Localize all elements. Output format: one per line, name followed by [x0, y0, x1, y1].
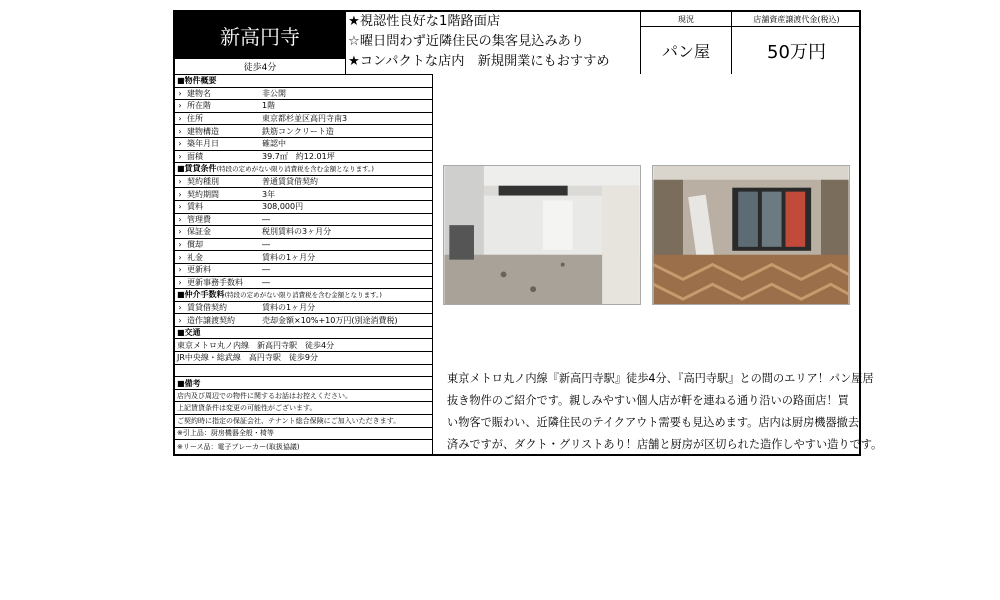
- chevron-right-icon: ›: [178, 252, 182, 262]
- row-label: 住所: [187, 114, 203, 124]
- price-value: 50万円: [767, 41, 826, 63]
- row-value: 1階: [262, 101, 276, 111]
- description-line: 済みですが、ダクト・グリストあり！店舗と厨房が区切られた造作しやすい造りです。: [447, 438, 883, 451]
- remark-line: 店内及び周辺での物件に関するお話はお控えください。: [175, 390, 432, 403]
- blank-row: [175, 365, 432, 378]
- row-label: 所在階: [187, 101, 211, 111]
- station-name: 新高円寺: [175, 12, 345, 58]
- row-label: 更新料: [187, 265, 211, 275]
- price-box: [732, 12, 861, 74]
- remark-line: ご契約時に指定の保証会社、テナント総合保険にご加入いただきます。: [175, 415, 432, 428]
- row-label: 面積: [187, 151, 203, 161]
- overview-row: [175, 113, 432, 126]
- row-label: 契約期間: [187, 189, 219, 199]
- transport-line: JR中央線・総武線 高円寺駅 徒歩9分: [175, 352, 432, 365]
- remark-line: ※引上品：厨房機器全般・椅等: [175, 428, 432, 441]
- chevron-right-icon: ›: [178, 265, 182, 275]
- row-value: 39.7㎡ 約12.01坪: [262, 151, 335, 161]
- row-value: 非公開: [262, 88, 286, 98]
- overview-row: [175, 151, 432, 164]
- chevron-right-icon: ›: [178, 139, 182, 149]
- row-label: 賃料: [187, 202, 203, 212]
- row-value: 鉄筋コンクリート造: [262, 126, 334, 136]
- chevron-right-icon: ›: [178, 227, 182, 237]
- listing-sheet: [173, 10, 883, 456]
- highlight-3: ★コンパクトな店内 新規開業にもおすすめ: [348, 54, 610, 69]
- section-broker: ■仲介手数料 (特段の定めがない限り消費税を含む金額となります。): [175, 289, 432, 302]
- walk-time: 徒歩4分: [175, 58, 345, 74]
- chevron-right-icon: ›: [178, 202, 182, 212]
- overview-row: [175, 125, 432, 138]
- row-value: 308,000円: [262, 202, 304, 212]
- description-line: 抜き物件のご紹介です。親しみやすい個人店が軒を連ねる通り沿いの路面店！買: [447, 394, 849, 407]
- row-label: 建物構造: [187, 126, 219, 136]
- row-label: 建物名: [187, 88, 211, 98]
- current-status: [641, 12, 732, 74]
- remark-line: 上記賃貸条件は変更の可能性がございます。: [175, 402, 432, 415]
- highlight-2: ☆曜日問わず近隣住民の集客見込みあり: [348, 34, 585, 49]
- section-lease: ■賃貸条件 (特段の定めがない限り消費税を含む金額となります。): [175, 163, 432, 176]
- chevron-right-icon: ›: [178, 177, 182, 187]
- chevron-right-icon: ›: [178, 214, 182, 224]
- chevron-right-icon: ›: [178, 101, 182, 111]
- lease-row: [175, 214, 432, 227]
- section-transport: ■交通: [175, 327, 432, 340]
- row-label: 契約種別: [187, 177, 219, 187]
- current-value: パン屋: [661, 42, 710, 61]
- row-value: 賃料の1ヶ月分: [262, 252, 316, 262]
- row-value: 確認中: [262, 139, 286, 149]
- lease-row: [175, 188, 432, 201]
- property-table: [175, 74, 433, 456]
- lease-row: [175, 176, 432, 189]
- row-value: ―: [262, 277, 270, 287]
- lease-row: [175, 239, 432, 252]
- transport-line: 東京メトロ丸ノ内線 新高円寺駅 徒歩4分: [175, 339, 432, 352]
- chevron-right-icon: ›: [178, 277, 182, 287]
- row-value: 3年: [262, 189, 276, 199]
- description-line: い物客で賑わい、近隣住民のテイクアウト需要も見込めます。店内は厨房機器撤去: [447, 416, 860, 429]
- chevron-right-icon: ›: [178, 240, 182, 250]
- row-value: 普通賃貸借契約: [262, 177, 318, 187]
- property-description: [447, 368, 883, 456]
- highlight-1: ★視認性良好な1階路面店: [348, 14, 501, 29]
- row-label: 更新事務手数料: [187, 277, 243, 287]
- chevron-right-icon: ›: [178, 151, 182, 161]
- price-label: 店舗資産譲渡代金(税込): [732, 12, 861, 27]
- chevron-right-icon: ›: [178, 189, 182, 199]
- row-label: 礼金: [187, 252, 203, 262]
- chevron-right-icon: ›: [178, 114, 182, 124]
- row-value: 東京都杉並区高円寺南3: [262, 114, 348, 124]
- row-label: 償却: [187, 240, 203, 250]
- lease-row: [175, 226, 432, 239]
- section-overview: ■物件概要: [175, 75, 432, 88]
- chevron-right-icon: ›: [178, 315, 182, 325]
- row-label: 賃貸借契約: [187, 302, 227, 312]
- current-label: 現況: [641, 12, 731, 27]
- chevron-right-icon: ›: [178, 88, 182, 98]
- broker-row: [175, 314, 432, 327]
- row-label: 造作譲渡契約: [187, 315, 235, 325]
- chevron-right-icon: ›: [178, 126, 182, 136]
- row-label: 築年月日: [187, 139, 219, 149]
- lease-row: [175, 201, 432, 214]
- overview-row: [175, 138, 432, 151]
- interior-photo-empty: [443, 165, 641, 305]
- broker-row: [175, 302, 432, 315]
- row-value: ―: [262, 214, 270, 224]
- row-value: 税別賃料の3ヶ月分: [262, 227, 332, 237]
- row-value: ―: [262, 240, 270, 250]
- overview-row: [175, 88, 432, 101]
- lease-row: [175, 264, 432, 277]
- lease-row: [175, 277, 432, 290]
- remark-line: ※リース品：電子ブレーカー(取扱協議): [177, 442, 300, 451]
- row-label: 管理費: [187, 214, 211, 224]
- highlights: [345, 12, 641, 74]
- description-line: 東京メトロ丸ノ内線『新高円寺駅』徒歩4分、『高円寺駅』との間のエリア！パン屋居: [447, 372, 874, 385]
- interior-photo-shop: [652, 165, 850, 305]
- row-value: ―: [262, 265, 270, 275]
- overview-row: [175, 100, 432, 113]
- row-label: 保証金: [187, 227, 211, 237]
- lease-row: [175, 251, 432, 264]
- chevron-right-icon: ›: [178, 302, 182, 312]
- row-value: 賃料の1ヶ月分: [262, 302, 316, 312]
- row-value: 売却金額×10%+10万円(別途消費税): [262, 315, 398, 325]
- section-remarks: ■備考: [175, 377, 432, 390]
